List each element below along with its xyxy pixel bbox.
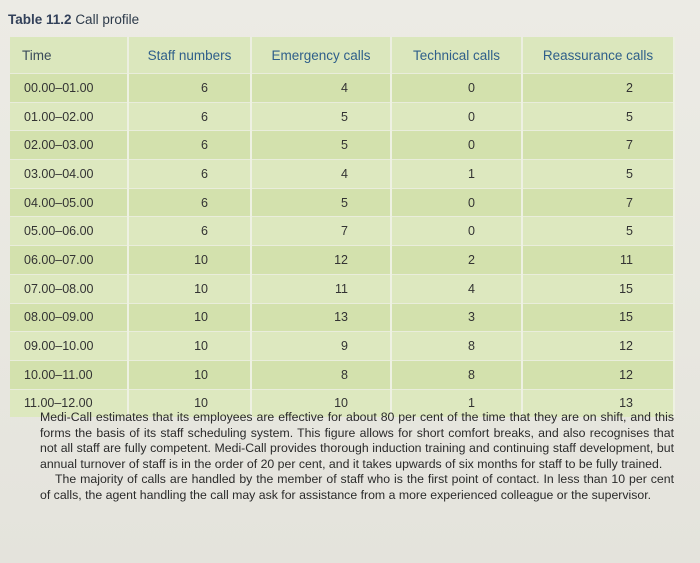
table-row bbox=[10, 303, 674, 332]
cell-emergency-calls: 12 bbox=[251, 246, 391, 275]
cell-emergency-calls: 4 bbox=[251, 74, 391, 103]
cell-reassurance-calls: 2 bbox=[522, 74, 674, 103]
header-emergency-calls: Emergency calls bbox=[251, 37, 391, 74]
table-header bbox=[10, 37, 674, 74]
cell-technical-calls: 4 bbox=[391, 274, 522, 303]
table-row bbox=[10, 217, 674, 246]
cell-time: 05.00–06.00 bbox=[10, 217, 128, 246]
body-text bbox=[40, 410, 674, 504]
cell-reassurance-calls: 15 bbox=[522, 274, 674, 303]
table-row bbox=[10, 246, 674, 275]
cell-staff-numbers: 10 bbox=[128, 246, 251, 275]
cell-technical-calls: 1 bbox=[391, 160, 522, 189]
cell-time: 10.00–11.00 bbox=[10, 360, 128, 389]
header-staff-numbers: Staff numbers bbox=[128, 37, 251, 74]
cell-staff-numbers: 6 bbox=[128, 217, 251, 246]
cell-technical-calls: 0 bbox=[391, 188, 522, 217]
cell-reassurance-calls: 11 bbox=[522, 246, 674, 275]
cell-reassurance-calls: 7 bbox=[522, 131, 674, 160]
cell-staff-numbers: 10 bbox=[128, 303, 251, 332]
cell-emergency-calls: 10 bbox=[251, 389, 391, 417]
cell-reassurance-calls: 5 bbox=[522, 102, 674, 131]
cell-reassurance-calls: 15 bbox=[522, 303, 674, 332]
table-row bbox=[10, 160, 674, 189]
table-number: Table 11.2 bbox=[8, 12, 72, 27]
cell-technical-calls: 0 bbox=[391, 102, 522, 131]
table-row bbox=[10, 102, 674, 131]
table-row bbox=[10, 131, 674, 160]
cell-reassurance-calls: 13 bbox=[522, 389, 674, 417]
cell-time: 11.00–12.00 bbox=[10, 389, 128, 417]
cell-staff-numbers: 6 bbox=[128, 74, 251, 103]
cell-reassurance-calls: 12 bbox=[522, 360, 674, 389]
cell-technical-calls: 8 bbox=[391, 360, 522, 389]
cell-emergency-calls: 5 bbox=[251, 102, 391, 131]
table-row bbox=[10, 274, 674, 303]
table-row bbox=[10, 188, 674, 217]
cell-time: 07.00–08.00 bbox=[10, 274, 128, 303]
cell-emergency-calls: 7 bbox=[251, 217, 391, 246]
cell-reassurance-calls: 7 bbox=[522, 188, 674, 217]
cell-emergency-calls: 5 bbox=[251, 131, 391, 160]
cell-reassurance-calls: 5 bbox=[522, 160, 674, 189]
cell-technical-calls: 8 bbox=[391, 332, 522, 361]
table-title: Call profile bbox=[75, 12, 140, 27]
cell-emergency-calls: 8 bbox=[251, 360, 391, 389]
cell-emergency-calls: 11 bbox=[251, 274, 391, 303]
data-table bbox=[10, 37, 675, 417]
cell-reassurance-calls: 12 bbox=[522, 332, 674, 361]
cell-technical-calls: 1 bbox=[391, 389, 522, 417]
header-reassurance-calls: Reassurance calls bbox=[522, 37, 674, 74]
cell-staff-numbers: 6 bbox=[128, 188, 251, 217]
cell-time: 03.00–04.00 bbox=[10, 160, 128, 189]
table-row bbox=[10, 360, 674, 389]
cell-time: 06.00–07.00 bbox=[10, 246, 128, 275]
cell-time: 09.00–10.00 bbox=[10, 332, 128, 361]
cell-staff-numbers: 6 bbox=[128, 160, 251, 189]
table-body bbox=[10, 74, 674, 418]
cell-time: 04.00–05.00 bbox=[10, 188, 128, 217]
cell-time: 01.00–02.00 bbox=[10, 102, 128, 131]
cell-staff-numbers: 10 bbox=[128, 389, 251, 417]
cell-emergency-calls: 13 bbox=[251, 303, 391, 332]
cell-technical-calls: 0 bbox=[391, 217, 522, 246]
cell-staff-numbers: 10 bbox=[128, 274, 251, 303]
table-row bbox=[10, 74, 674, 103]
cell-emergency-calls: 4 bbox=[251, 160, 391, 189]
cell-emergency-calls: 5 bbox=[251, 188, 391, 217]
header-time: Time bbox=[10, 37, 128, 74]
cell-time: 02.00–03.00 bbox=[10, 131, 128, 160]
call-profile-table bbox=[10, 37, 674, 411]
header-technical-calls: Technical calls bbox=[391, 37, 522, 74]
table-caption bbox=[8, 12, 139, 27]
cell-time: 08.00–09.00 bbox=[10, 303, 128, 332]
cell-technical-calls: 2 bbox=[391, 246, 522, 275]
cell-technical-calls: 0 bbox=[391, 131, 522, 160]
cell-emergency-calls: 9 bbox=[251, 332, 391, 361]
cell-technical-calls: 0 bbox=[391, 74, 522, 103]
cell-technical-calls: 3 bbox=[391, 303, 522, 332]
cell-staff-numbers: 6 bbox=[128, 131, 251, 160]
cell-staff-numbers: 10 bbox=[128, 360, 251, 389]
cell-staff-numbers: 6 bbox=[128, 102, 251, 131]
paragraph-2: The majority of calls are handled by the member of staff who is the first point of contact. In less than 10 per cent of calls, the agent handling the call may ask for assistance from a more experienced colleague or the supervisor. bbox=[40, 472, 674, 502]
table-row bbox=[10, 332, 674, 361]
cell-reassurance-calls: 5 bbox=[522, 217, 674, 246]
cell-time: 00.00–01.00 bbox=[10, 74, 128, 103]
cell-staff-numbers: 10 bbox=[128, 332, 251, 361]
paragraph-1: Medi-Call estimates that its employees are effective for about 80 per cent of the time that they are on shift, and this forms the basis of its staff scheduling system. This figure allows for short comfort breaks, and also recognises that not all staff are fully competent. Medi-Call provides thorough induction training and continuing staff development, but annual turnover of staff is in the order of 20 per cent, and it takes upwards of six months for staff to be fully trained. bbox=[40, 410, 674, 471]
